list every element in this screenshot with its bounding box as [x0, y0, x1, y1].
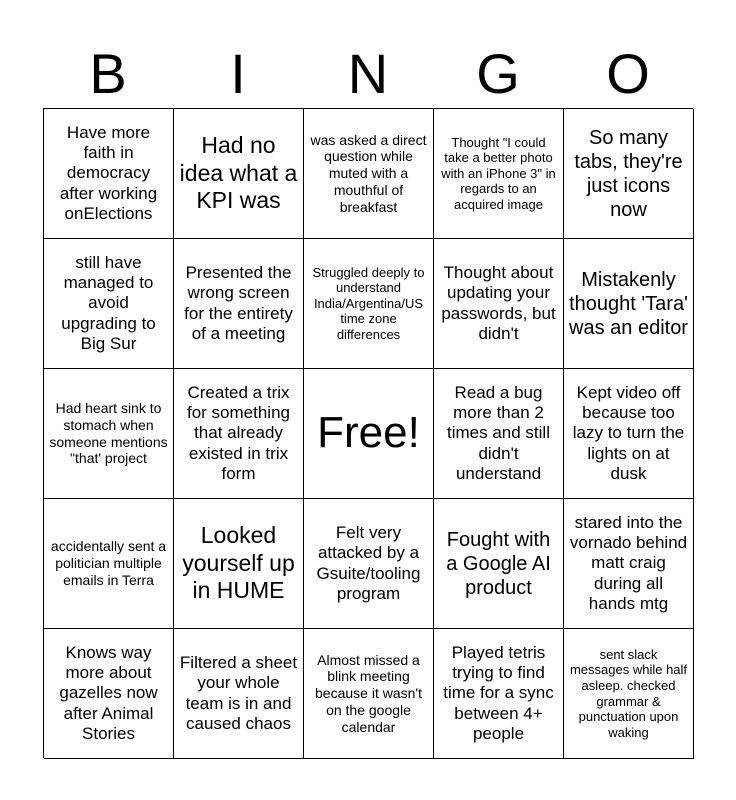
- bingo-cell: [44, 499, 174, 629]
- cell-text: Felt very attacked by a Gsuite/tooling program: [316, 522, 421, 603]
- cell-text: Mistakenly thought 'Tara' was an editor: [569, 268, 688, 339]
- header-letter-g: G: [476, 42, 520, 105]
- bingo-header: [43, 40, 693, 108]
- bingo-cell: [44, 369, 174, 499]
- cell-text: stared into the vornado behind matt craig during all hands mtg: [569, 512, 688, 614]
- cell-text: Played tetris trying to find time for a sync between 4+ people: [443, 642, 554, 744]
- cell-text: Read a bug more than 2 times and still didn't understand: [447, 382, 550, 484]
- cell-text: Thought about updating your passwords, but didn't: [441, 262, 556, 343]
- free-space-text: Free!: [317, 408, 420, 458]
- cell-text: Have more faith in democracy after working onElections: [59, 122, 158, 224]
- cell-text: Thought "I could take a better photo with an iPhone 3" in regards to an acquired image: [441, 134, 556, 212]
- bingo-cell: [174, 629, 304, 759]
- header-letter-n: N: [347, 42, 389, 105]
- cell-text: Fought with a Google AI product: [446, 528, 551, 599]
- cell-text: accidentally sent a politician multiple emails in Terra: [50, 538, 167, 588]
- bingo-cell: [564, 369, 694, 499]
- header-letter-b: B: [89, 42, 127, 105]
- cell-text: Knows way more about gazelles now after Animal Stories: [59, 642, 158, 744]
- header-letter-i: I: [230, 42, 246, 105]
- bingo-cell: [174, 109, 304, 239]
- cell-text: Almost missed a blink meeting because it wasn't on the google calendar: [315, 651, 422, 735]
- bingo-grid: [43, 108, 693, 758]
- bingo-cell: [434, 499, 564, 629]
- bingo-cell: [304, 499, 434, 629]
- bingo-cell: [304, 109, 434, 239]
- cell-text: Struggled deeply to understand India/Argentina/US time zone differences: [312, 264, 425, 342]
- cell-text: Presented the wrong screen for the entirety of a meeting: [184, 262, 293, 343]
- cell-text: Had heart sink to stomach when someone mentions "that' project: [49, 399, 168, 467]
- bingo-cell: [174, 499, 304, 629]
- bingo-cell: [434, 239, 564, 369]
- cell-text: Looked yourself up in HUME: [182, 522, 295, 604]
- cell-text: Had no idea what a KPI was: [179, 132, 298, 214]
- bingo-cell: [434, 369, 564, 499]
- cell-text: So many tabs, they're just icons now: [574, 126, 683, 221]
- bingo-cell: [174, 369, 304, 499]
- cell-text: was asked a direct question while muted with a mouthful of breakfast: [310, 131, 427, 215]
- cell-text: Kept video off because too lazy to turn the lights on at dusk: [572, 382, 685, 484]
- bingo-cell: [434, 629, 564, 759]
- header-letter-o: O: [606, 42, 650, 105]
- bingo-cell: [434, 109, 564, 239]
- bingo-cell: [564, 499, 694, 629]
- bingo-cell: [44, 109, 174, 239]
- cell-text: Created a trix for something that already existed in trix form: [187, 382, 290, 484]
- cell-text: sent slack messages while half asleep. checked grammar & punctuation upon waking: [569, 646, 688, 740]
- bingo-cell: [304, 239, 434, 369]
- cell-text: Filtered a sheet your whole team is in and caused chaos: [179, 652, 298, 733]
- free-space: [304, 369, 434, 499]
- bingo-cell: [564, 629, 694, 759]
- bingo-cell: [44, 239, 174, 369]
- bingo-cell: [564, 239, 694, 369]
- bingo-cell: [564, 109, 694, 239]
- bingo-cell: [44, 629, 174, 759]
- bingo-cell: [174, 239, 304, 369]
- cell-text: still have managed to avoid upgrading to Big Sur: [61, 252, 156, 354]
- bingo-cell: [304, 629, 434, 759]
